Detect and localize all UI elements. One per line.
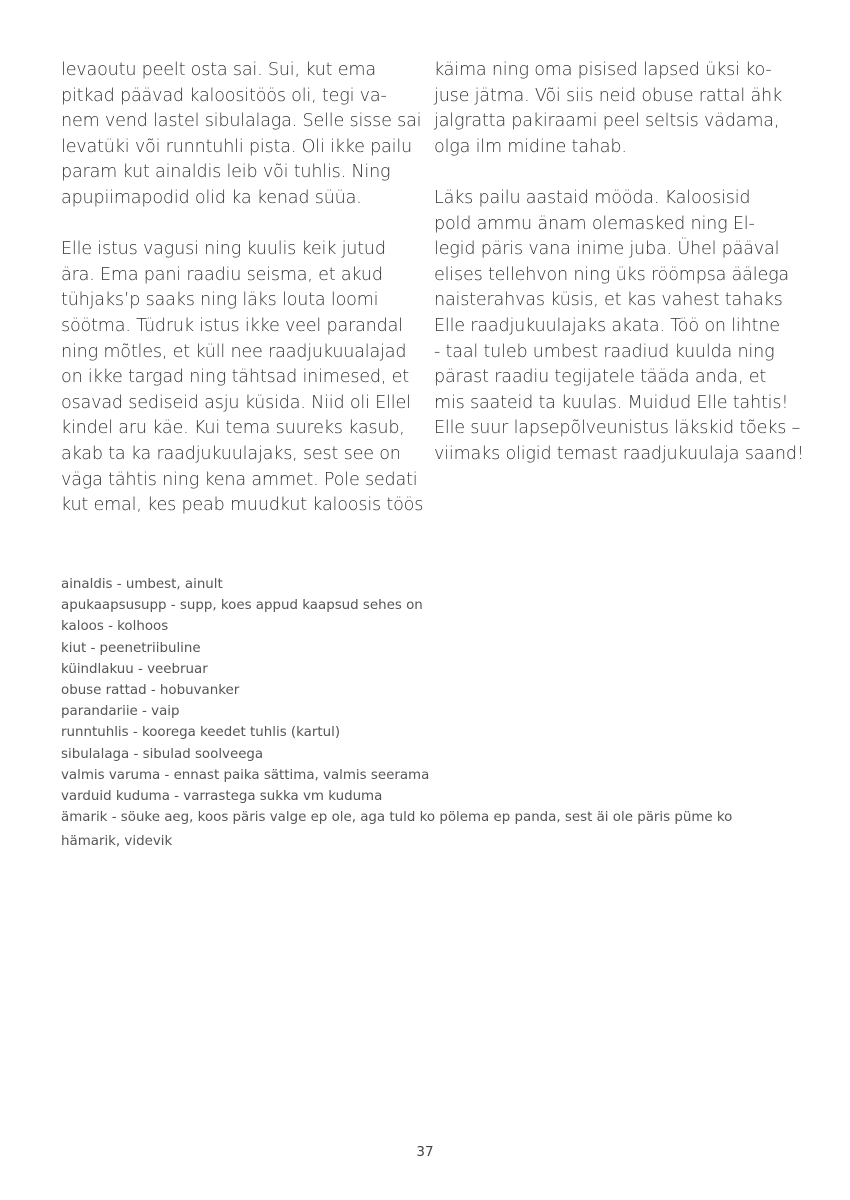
glossary-entry: ämarik - söuke aeg, koos päris valge ep ole, aga tuld ko pölema ep panda, sest äi ole päris püme ko xyxy=(61,810,733,826)
text-line: kut emal, kes peab muudkut kaloosis töös xyxy=(61,495,424,516)
text-line: pärast raadiu tegijatele tääda anda, et xyxy=(434,367,767,388)
text-line: jalgratta pakiraami peel seltsis vädama, xyxy=(434,111,780,132)
text-line: Läks pailu aastaid mööda. Kaloosisid xyxy=(434,187,751,208)
glossary-entry: obuse rattad - hobuvanker xyxy=(61,682,240,698)
text-line: mis saateid ta kuulas. Muidud Elle tahtis! xyxy=(434,392,789,413)
left-text-column xyxy=(61,58,424,519)
text-line: ning mõtles, et küll nee raadjukuualajad xyxy=(61,341,407,362)
text-line: ära. Ema pani raadiu seisma, et akud xyxy=(61,264,383,285)
right-text-column xyxy=(434,58,804,468)
glossary-entry: apukaapsusupp - supp, koes appud kaapsud sehes on xyxy=(61,598,423,614)
glossary xyxy=(61,574,821,852)
text-line: Elle istus vagusi ning kuulis keik jutud xyxy=(61,239,386,260)
glossary-entry-continuation: hämarik, videvik xyxy=(61,834,173,850)
text-line: param kut ainaldis leib või tuhlis. Ning xyxy=(61,162,391,183)
glossary-entry: parandariie - vaip xyxy=(61,704,180,720)
text-line: legid päris vana inime juba. Ühel pääval xyxy=(434,239,780,260)
glossary-entry: ainaldis - umbest, ainult xyxy=(61,577,223,592)
text-line: akab ta ka raadjukuulajaks, sest see on xyxy=(61,443,401,464)
paragraph-gap xyxy=(61,212,421,238)
glossary-entry: küindlakuu - veebruar xyxy=(61,661,208,677)
page-number: 37 xyxy=(416,1144,434,1160)
text-line: osavad sediseid asju küsida. Niid oli Ellel xyxy=(61,392,411,413)
text-line: juse jätma. Või siis neid obuse rattal ähk xyxy=(434,85,782,106)
text-line: viimaks oligid temast raadjukuulaja saand! xyxy=(434,443,804,464)
text-line: levaoutu peelt osta sai. Sui, kut ema xyxy=(61,60,376,80)
text-line: on ikke targad ning tähtsad inimesed, et xyxy=(61,367,409,388)
glossary-entry: kaloos - kolhoos xyxy=(61,619,169,635)
text-line: tühjaks’p saaks ning läks louta loomi xyxy=(61,290,379,311)
text-line: käima ning oma pisised lapsed üksi ko- xyxy=(434,60,772,80)
glossary-entry: sibulalaga - sibulad soolveega xyxy=(61,746,264,762)
glossary-entry: kiut - peenetriibuline xyxy=(61,640,201,656)
text-line: Elle raadjukuulajaks akata. Töö on lihtne xyxy=(434,315,780,336)
text-line: pitkad päävad kaloositöös oli, tegi va- xyxy=(61,85,387,106)
glossary-entry: valmis varuma - ennast paika sättima, valmis seerama xyxy=(61,767,430,783)
text-line: elises tellehvon ning üks röömpsa äälega xyxy=(434,264,790,285)
text-line: nem vend lastel sibulalaga. Selle sisse sai xyxy=(61,111,422,132)
text-line: levatüki või runntuhli pista. Oli ikke pailu xyxy=(61,136,412,157)
text-line: Elle suur lapsepõlveunistus läkskid tõeks – xyxy=(434,418,801,439)
text-line: kindel aru käe. Kui tema suureks kasub, xyxy=(61,418,405,439)
text-line: - taal tuleb umbest raadiud kuulda ning xyxy=(434,341,775,362)
text-line: naisterahvas küsis, et kas vahest tahaks xyxy=(434,290,783,311)
text-line: apupiimapodid olid ka kenad süüa. xyxy=(61,187,362,208)
text-line: väga tähtis ning kena ammet. Pole sedati xyxy=(61,469,418,490)
paragraph-gap xyxy=(434,160,804,186)
glossary-entry: varduid kuduma - varrastega sukka vm kuduma xyxy=(61,788,383,804)
glossary-entry: runntuhlis - koorega keedet tuhlis (kartul) xyxy=(61,725,341,741)
text-line: olga ilm midine tahab. xyxy=(434,136,627,157)
text-line: söötma. Tüdruk istus ikke veel parandal xyxy=(61,315,403,336)
text-line: pold ammu änam olemasked ning El- xyxy=(434,213,755,234)
